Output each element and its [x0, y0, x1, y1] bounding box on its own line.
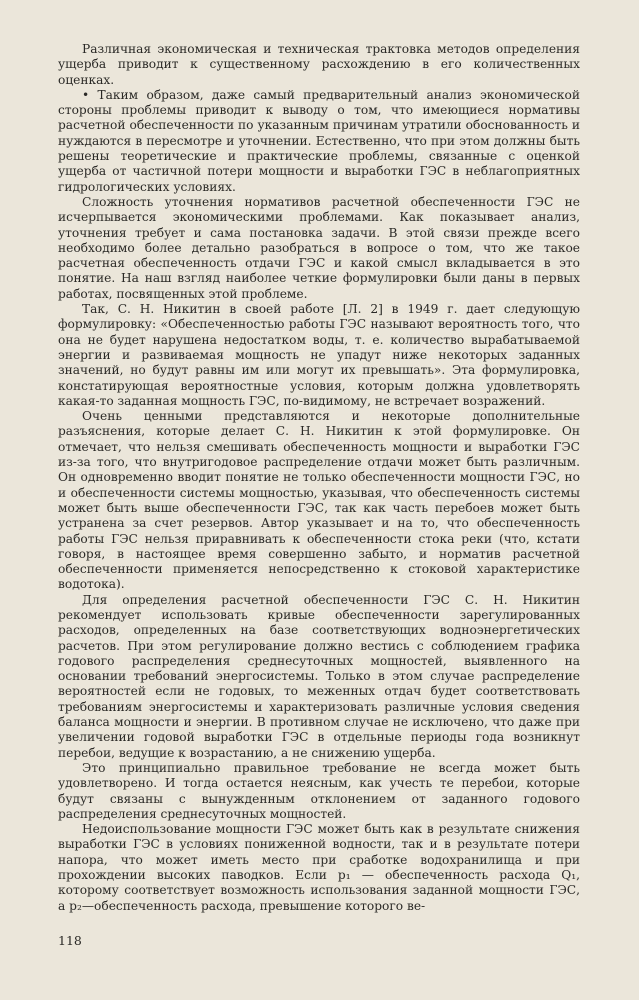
paragraph-1: Различная экономическая и техническая трактовка методов определения ущерба приводит к существенному расхождению в его количественных оценках. — [58, 42, 580, 87]
body-text — [58, 42, 580, 914]
paragraph-5: Очень ценными представляются и некоторые дополнительные разъяснения, которые делает С. Н. Никитин к этой формулировке. Он отмечает, что нельзя смешивать обеспеченность мощности и выработки ГЭС из-за того, что внутригодовое распределение отдачи может быть различным. Он одновременно вводит понятие не только обеспеченности мощности ГЭС, но и обеспеченности системы мощностью, указывая, что обеспеченность системы может быть выше обеспеченности ГЭС, так как часть перебоев может быть устранена за счет резервов. Автор указывает и на то, что обеспеченность работы ГЭС нельзя приравнивать к обеспеченности стока реки (что, кстати говоря, в настоящее время совершенно забыто, и норматив расчетной обеспеченности применяется непосредственно к стоковой характеристике водотока). — [58, 409, 580, 592]
paragraph-4: Так, С. Н. Никитин в своей работе [Л. 2] в 1949 г. дает следующую формулировку: «Обеспеченностью работы ГЭС называют вероятность того, что она не будет нарушена недостатком воды, т. е. количество вырабатываемой энергии и развиваемая мощность не упадут ниже некоторых заданных значений, но будут равны им или могут их превышать». Эта формулировка, констатирующая вероятностные условия, которым должна удовлетворять какая-то заданная мощность ГЭС, по-видимому, не встречает возражений. — [58, 302, 580, 408]
paragraph-3: Сложность уточнения нормативов расчетной обеспеченности ГЭС не исчерпывается экономическими проблемами. Как показывает анализ, уточнения требует и сама постановка задачи. В этой связи прежде всего необходимо более детально разобраться в вопросе о том, что же такое расчетная обеспеченность отдачи ГЭС и какой смысл вкладывается в это понятие. На наш взгляд наиболее четкие формулировки были даны в первых работах, посвященных этой проблеме. — [58, 194, 580, 301]
paragraph-6: Для определения расчетной обеспеченности ГЭС С. Н. Никитин рекомендует использовать кривые обеспеченности зарегулированных расходов, определенных на базе соответствующих водноэнергетических расчетов. При этом регулирование должно вестись с соблюдением графика годового распределения среднесуточных мощностей, выявленного на основании требований энергосистемы. Только в этом случае распределение вероятностей если не годовых, то меженных отдач будет соответствовать требованиям энергосистемы и характеризовать различные условия сведения баланса мощности и энергии. В противном случае не исключено, что даже при увеличении годовой выработки ГЭС в отдельные периоды года возникнут перебои, ведущие к возрастанию, а не снижению ущерба. — [58, 592, 580, 760]
page-number: 118 — [58, 933, 82, 948]
paragraph-8: Недоиспользование мощности ГЭС может быть как в результате снижения выработки ГЭС в условиях пониженной водности, так и в результате потери напора, что может иметь место при сработке водохранилища и при прохождении высоких паводков. Если p₁ — обеспеченность расхода Q₁, которому соответствует возможность использования заданной мощности ГЭС, а p₂—обеспеченность расхода, превышение которого ве- — [58, 822, 580, 913]
paragraph-7: Это принципиально правильное требование не всегда может быть удовлетворено. И тогда остается неясным, как учесть те перебои, которые будут связаны с вынужденным отклонением от заданного годового распределения среднесуточных мощностей. — [58, 760, 580, 821]
paragraph-2: • Таким образом, даже самый предварительный анализ экономической стороны проблемы приводит к выводу о том, что имеющиеся нормативы расчетной обеспеченности по указанным причинам утратили обоснованность и нуждаются в пересмотре и уточнении. Естественно, что при этом должны быть решены теоретические и практические проблемы, связанные с оценкой ущерба от частичной потери мощности и выработки ГЭС в неблагоприятных гидрологических условиях. — [58, 87, 580, 194]
